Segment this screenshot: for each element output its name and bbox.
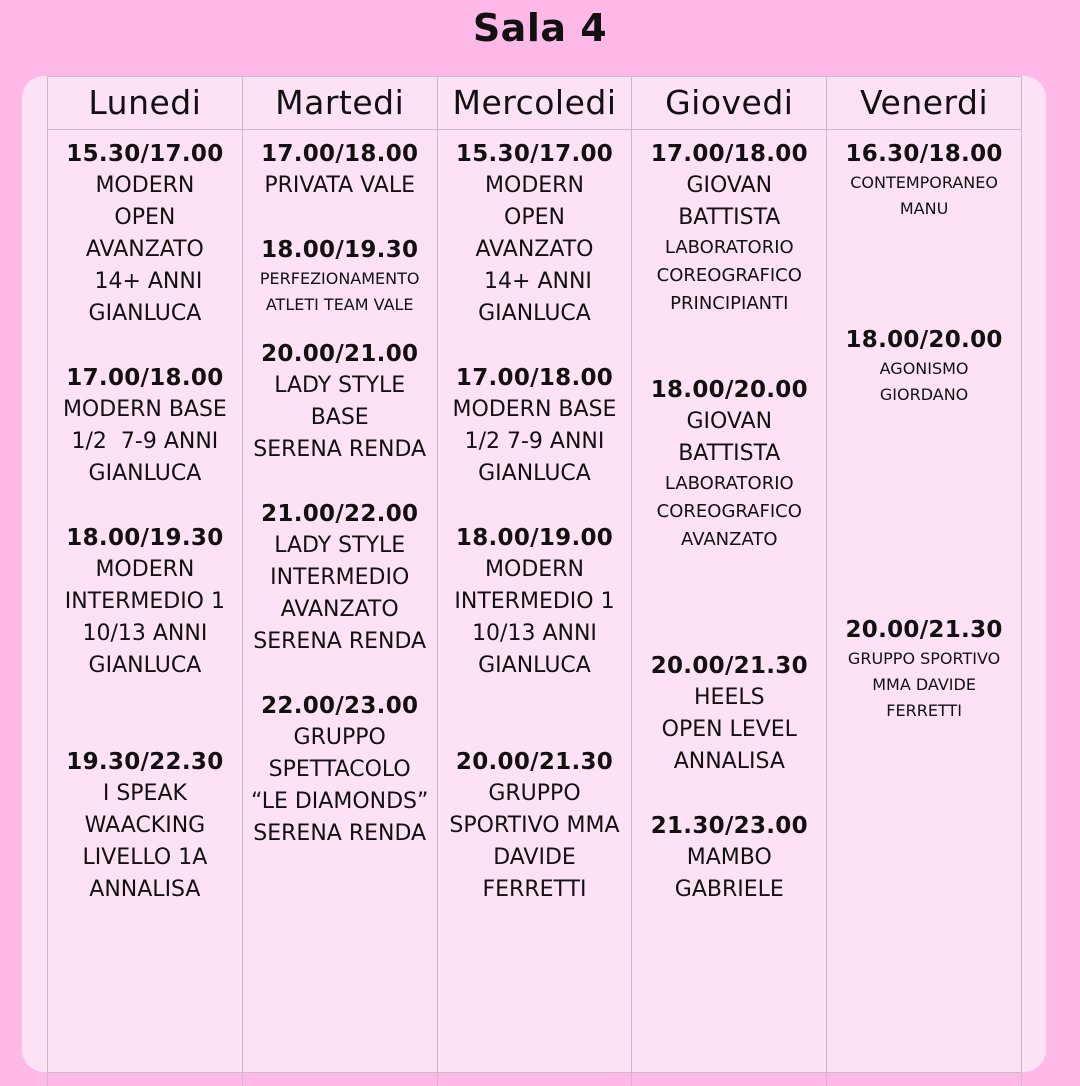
class-line: AVANZATO: [85, 237, 204, 262]
class-time: 18.00/20.00: [845, 327, 1003, 353]
column-martedi: [243, 76, 438, 1086]
class-line: SPORTIVO MMA: [449, 813, 620, 838]
class-line: PRIVATA VALE: [264, 173, 416, 198]
day-header-venerdi: Venerdi: [827, 76, 1021, 130]
class-line: FERRETTI: [886, 701, 962, 720]
class-time: 20.00/21.30: [650, 653, 808, 679]
class-line: AVANZATO: [280, 597, 399, 622]
class-line: GRUPPO SPORTIVO: [847, 649, 1001, 668]
class-line: FERRETTI: [482, 877, 587, 902]
class-block: [243, 498, 437, 658]
class-line: SERENA RENDA: [253, 629, 427, 654]
class-block: [438, 746, 632, 906]
class-line: MODERN: [95, 173, 195, 198]
class-line: MODERN: [95, 557, 195, 582]
class-line: MODERN: [485, 173, 584, 198]
class-block: [48, 138, 242, 330]
class-line: GIOVAN: [686, 173, 773, 198]
schedule-grid: [47, 76, 1022, 1086]
class-line: SERENA RENDA: [253, 437, 427, 462]
class-line: BATTISTA: [678, 205, 781, 230]
class-line: GIANLUCA: [88, 461, 202, 486]
class-time: 18.00/20.00: [650, 377, 808, 403]
class-line: DAVIDE: [493, 845, 576, 870]
class-line: HEELS: [694, 685, 765, 710]
class-line: INTERMEDIO: [270, 565, 410, 590]
class-time: 21.30/23.00: [650, 813, 808, 839]
class-line: MODERN: [485, 557, 584, 582]
class-line: OPEN: [114, 205, 176, 230]
class-time: 20.00/21.00: [261, 341, 419, 367]
class-block: [48, 362, 242, 490]
day-header-mercoledi: Mercoledi: [438, 76, 632, 130]
table-bottom-border: [47, 1072, 1021, 1073]
class-time: 19.30/22.30: [66, 749, 224, 775]
class-line: 14+ ANNI: [477, 269, 592, 294]
class-line: MAMBO: [686, 845, 772, 870]
class-line: BATTISTA: [678, 441, 781, 466]
class-line: GIANLUCA: [88, 301, 202, 326]
class-line: INTERMEDIO 1: [454, 589, 615, 614]
class-block: [827, 138, 1021, 222]
class-time: 21.00/22.00: [261, 501, 419, 527]
class-block: [243, 338, 437, 466]
class-block: [48, 522, 242, 682]
class-line: AVANZATO: [475, 237, 594, 262]
class-time: 22.00/23.00: [261, 693, 419, 719]
class-block: [243, 690, 437, 850]
class-line: AGONISMO: [879, 359, 969, 378]
class-block: [48, 746, 242, 906]
class-line: GIANLUCA: [478, 461, 591, 486]
class-time: 20.00/21.30: [455, 749, 614, 775]
day-header-giovedi: Giovedi: [632, 76, 826, 130]
class-line: INTERMEDIO 1: [64, 589, 225, 614]
class-block: [243, 138, 437, 202]
class-line: “LE DIAMONDS”: [250, 789, 429, 814]
class-time: 18.00/19.30: [261, 237, 419, 263]
page-title: Sala 4: [472, 6, 608, 50]
class-time: 20.00/21.30: [845, 617, 1003, 643]
class-line: GIANLUCA: [478, 653, 591, 678]
class-block: [827, 324, 1021, 408]
column-giovedi: [632, 76, 827, 1086]
class-time: 17.00/18.00: [66, 365, 224, 391]
class-line: MMA DAVIDE: [872, 675, 976, 694]
class-time: 15.30/17.00: [66, 141, 224, 167]
class-line: GIANLUCA: [88, 653, 202, 678]
class-block: [632, 810, 826, 906]
class-line: GIANLUCA: [478, 301, 591, 326]
class-block: [632, 650, 826, 778]
day-header-martedi: Martedi: [243, 76, 437, 130]
column-lunedi: [48, 76, 243, 1086]
class-line: GRUPPO: [488, 781, 581, 806]
class-block: [438, 522, 632, 682]
class-line: LIVELLO 1A: [82, 845, 208, 870]
class-line: LADY STYLE: [274, 533, 406, 558]
class-line: GIOVAN: [686, 409, 773, 434]
class-line: PERFEZIONAMENTO: [259, 269, 420, 288]
class-line: SERENA RENDA: [253, 821, 427, 846]
class-line: WAACKING: [84, 813, 206, 838]
class-line: GABRIELE: [674, 877, 784, 902]
class-line: CONTEMPORANEO: [850, 173, 998, 192]
class-line: OPEN LEVEL: [661, 717, 797, 742]
class-line: I SPEAK: [102, 781, 187, 806]
class-line: MODERN BASE: [62, 397, 227, 422]
class-line: SPETTACOLO: [268, 757, 411, 782]
class-line: GRUPPO: [293, 725, 386, 750]
class-block: [632, 138, 826, 318]
class-line: MANU: [899, 199, 949, 218]
class-line: ANNALISA: [673, 749, 785, 774]
class-line: OPEN: [504, 205, 565, 230]
column-mercoledi: [438, 76, 633, 1086]
class-block: [632, 374, 826, 554]
class-line: 1/2 7-9 ANNI: [71, 429, 219, 454]
class-line: ANNALISA: [89, 877, 201, 902]
class-line: ATLETI TEAM VALE: [265, 295, 414, 314]
class-time: 16.30/18.00: [845, 141, 1003, 167]
class-block: [438, 138, 632, 330]
class-line: 14+ ANNI: [87, 269, 203, 294]
class-line: LABORATORIO: [664, 237, 794, 258]
class-time: 18.00/19.00: [455, 525, 614, 551]
class-time: 17.00/18.00: [650, 141, 808, 167]
class-time: 17.00/18.00: [261, 141, 419, 167]
class-block: [827, 614, 1021, 724]
class-line: COREOGRAFICO: [656, 265, 802, 286]
class-time: 17.00/18.00: [455, 365, 614, 391]
class-line: BASE: [310, 405, 369, 430]
class-line: LADY STYLE: [274, 373, 406, 398]
class-line: 10/13 ANNI: [472, 621, 597, 646]
class-time: 15.30/17.00: [455, 141, 614, 167]
class-line: AVANZATO: [681, 529, 778, 550]
class-line: 1/2 7-9 ANNI: [464, 429, 605, 454]
column-venerdi: [827, 76, 1022, 1086]
class-block: [243, 234, 437, 318]
class-line: MODERN BASE: [452, 397, 617, 422]
class-time: 18.00/19.30: [66, 525, 224, 551]
class-line: LABORATORIO: [664, 473, 794, 494]
class-line: COREOGRAFICO: [656, 501, 802, 522]
class-line: 10/13 ANNI: [82, 621, 208, 646]
class-line: PRINCIPIANTI: [670, 293, 789, 314]
class-line: GIORDANO: [879, 385, 969, 404]
class-block: [438, 362, 632, 490]
day-header-lunedi: Lunedi: [48, 76, 242, 130]
